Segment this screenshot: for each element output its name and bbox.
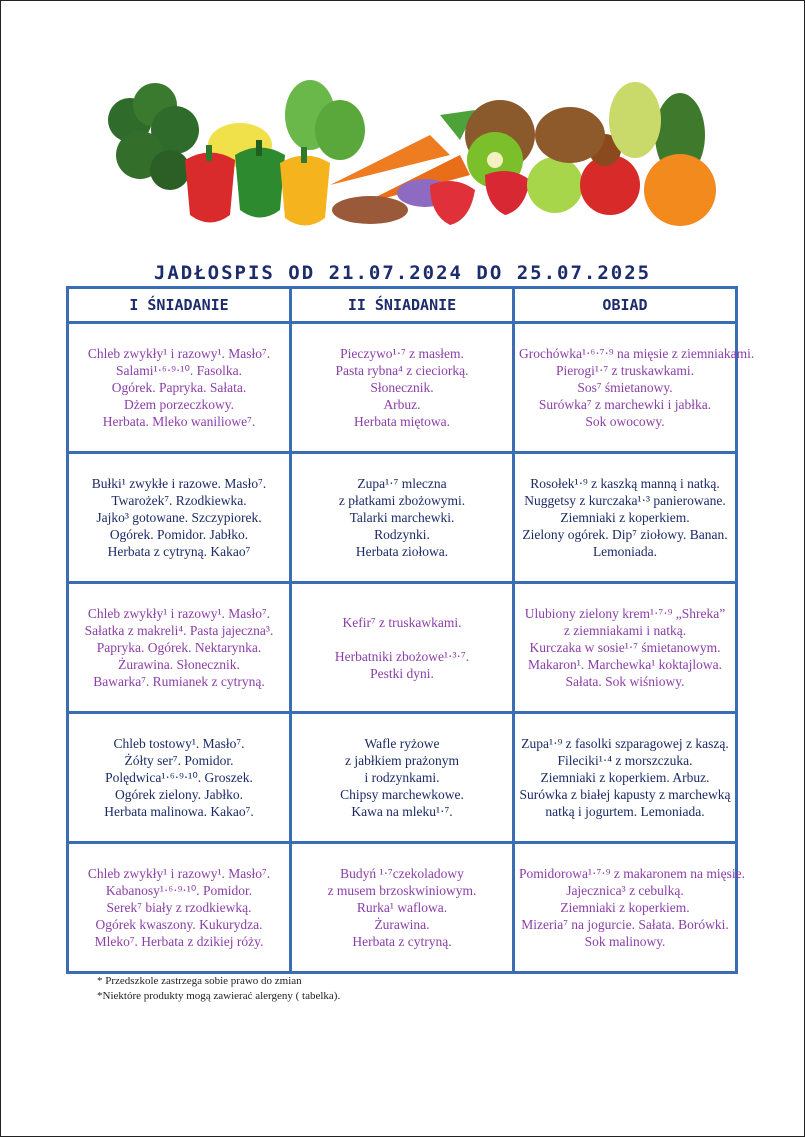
menu-line: Surówka⁷ z marchewki i jabłka. — [538, 397, 712, 412]
menu-line: Żurawina. — [374, 917, 430, 932]
menu-line: Serek⁷ biały z rzodkiewką. — [106, 900, 252, 915]
menu-line: Salami¹·⁶·⁹·¹⁰. Fasolka. — [115, 363, 243, 378]
menu-line: Herbata malinowa. Kakao⁷. — [104, 804, 254, 819]
menu-cell — [514, 583, 737, 713]
menu-cell — [514, 843, 746, 973]
menu-line: Lemoniada. — [592, 544, 658, 559]
menu-line: Pomidorowa¹·⁷·⁹ z makaronem na mięsie. — [519, 866, 746, 881]
menu-line: Słonecznik. — [370, 380, 434, 395]
menu-line: Herbata. Mleko waniliowe⁷. — [102, 414, 256, 429]
table-row — [68, 843, 737, 973]
menu-line: Herbata z cytryną. — [352, 934, 452, 949]
red-pepper-icon — [185, 145, 235, 223]
header-row — [68, 288, 737, 323]
menu-line: Wafle ryżowe — [364, 736, 440, 751]
menu-cell — [291, 323, 514, 453]
page-title: JADŁOSPIS OD 21.07.2024 DO 25.07.2025 — [153, 262, 652, 284]
menu-cell — [514, 323, 755, 453]
table-row — [68, 583, 737, 713]
menu-cell — [68, 583, 291, 713]
menu-line: Ulubiony zielony krem¹·⁷·⁹ „Shreka” — [524, 606, 726, 621]
menu-line: z płatkami zbożowymi. — [338, 493, 466, 508]
header-breakfast-1: I ŚNIADANIE — [68, 288, 291, 323]
menu-line: z jabłkiem prażonym — [345, 753, 459, 768]
menu-line: Papryka. Ogórek. Nektarynka. — [96, 640, 262, 655]
menu-line: z musem brzoskwiniowym. — [327, 883, 477, 898]
menu-line: Arbuz. — [383, 397, 421, 412]
menu-line: Chipsy marchewkowe. — [340, 787, 464, 802]
menu-line: Chleb zwykły¹ i razowy¹. Masło⁷. — [87, 346, 271, 361]
menu-line: Ogórek zielony. Jabłko. — [114, 787, 244, 802]
menu-line: Surówka z białej kapusty z marchewką — [519, 787, 731, 802]
menu-cell — [514, 713, 737, 843]
menu-line: Sałatka z makreli⁴. Pasta jajeczna³. — [84, 623, 274, 638]
menu-line: i rodzynkami. — [364, 770, 440, 785]
menu-line: Pestki dyni. — [370, 665, 434, 681]
menu-line: Kurczaka w sosie¹·⁷ śmietanowym. — [529, 640, 721, 655]
menu-line: z ziemniakami i natką. — [563, 623, 687, 638]
menu-line: Herbata ziołowa. — [355, 544, 449, 559]
yellow-pepper-icon — [280, 147, 330, 226]
sweet-potato-icon — [332, 196, 408, 224]
menu-line: Żółty ser⁷. Pomidor. — [124, 753, 234, 768]
menu-line: Ogórek kwaszony. Kukurydza. — [95, 917, 263, 932]
menu-line: Herbatniki zbożowe¹·³·⁷. — [334, 648, 470, 664]
menu-line: Ziemniaki z koperkiem. Arbuz. — [540, 770, 710, 785]
menu-line: Pieczywo¹·⁷ z masłem. — [340, 346, 464, 361]
menu-line: Rurka¹ waflowa. — [356, 900, 448, 915]
table-row — [68, 453, 737, 583]
footnote-changes: * Przedszkole zastrzega sobie prawo do zmian — [97, 975, 302, 987]
spinach-icon — [285, 80, 365, 160]
menu-line: Zupa¹·⁷ mleczna — [357, 476, 447, 491]
menu-line: Żurawina. Słonecznik. — [118, 657, 240, 672]
menu-cell — [291, 843, 514, 973]
footnote-allergens: *Niektóre produkty mogą zawierać alergeny ( tabelka). — [97, 990, 341, 1002]
menu-line: Jajko³ gotowane. Szczypiorek. — [96, 510, 262, 525]
menu-line: Twarożek⁷. Rzodkiewka. — [111, 493, 247, 508]
menu-line: Kabanosy¹·⁶·⁹·¹⁰. Pomidor. — [105, 883, 253, 898]
menu-line: Nuggetsy z kurczaka¹·³ panierowane. — [524, 493, 726, 508]
menu-line: Dżem porzeczkowy. — [123, 397, 235, 412]
menu-line: Chleb zwykły¹ i razowy¹. Masło⁷. — [87, 866, 271, 881]
menu-line: Rodzynki. — [374, 527, 430, 542]
menu-cell — [291, 453, 514, 583]
menu-cell — [291, 583, 514, 713]
menu-line: Herbata z cytryną. Kakao⁷ — [107, 544, 251, 559]
green-pepper-icon — [235, 140, 285, 218]
menu-line: Ziemniaki z koperkiem. — [560, 900, 690, 915]
menu-table — [66, 286, 755, 974]
menu-line: Talarki marchewki. — [349, 510, 455, 525]
menu-line: Mleko⁷. Herbata z dzikiej róży. — [94, 934, 264, 949]
orange-icon — [644, 154, 716, 226]
menu-line: Kefir⁷ z truskawkami. — [342, 614, 462, 630]
menu-cell — [514, 453, 737, 583]
menu-line: Ogórek. Pomidor. Jabłko. — [109, 527, 249, 542]
menu-line: Kawa na mleku¹·⁷. — [351, 804, 453, 819]
menu-line: Pierogi¹·⁷ z truskawkami. — [555, 363, 695, 378]
table-row — [68, 323, 737, 453]
menu-line: Sok owocowy. — [585, 414, 665, 429]
footnotes — [97, 974, 340, 1004]
menu-line: Chleb zwykły¹ i razowy¹. Masło⁷. — [87, 606, 271, 621]
menu-line: Mizeria⁷ na jogurcie. Sałata. Borówki. — [521, 917, 729, 932]
menu-cell — [68, 713, 291, 843]
menu-line: Zupa¹·⁹ z fasolki szparagowej z kaszą. — [521, 736, 729, 751]
menu-line: Jajecznica³ z cebulką. — [566, 883, 684, 898]
menu-line: Sałata. Sok wiśniowy. — [565, 674, 685, 689]
menu-line: Grochówka¹·⁶·⁷·⁹ na mięsie z ziemniakami. — [519, 346, 755, 361]
menu-line: Ziemniaki z koperkiem. — [560, 510, 690, 525]
menu-line: Rosołek¹·⁹ z kaszką manną i natką. — [530, 476, 720, 491]
menu-line: Pasta rybna⁴ z cieciorką. — [335, 363, 469, 378]
menu-line: natką i jogurtem. Lemoniada. — [545, 804, 705, 819]
menu-cell — [68, 453, 291, 583]
menu-line: Chleb tostowy¹. Masło⁷. — [113, 736, 245, 751]
broccoli-icon — [108, 83, 199, 190]
menu-line: Polędwica¹·⁶·⁹·¹⁰. Groszek. — [105, 770, 253, 785]
header-breakfast-2: II ŚNIADANIE — [291, 288, 514, 323]
menu-line: Fileciki¹·⁴ z morszczuka. — [557, 753, 693, 768]
menu-line: Makaron¹. Marchewka¹ koktajlowa. — [527, 657, 723, 672]
menu-body — [68, 323, 755, 973]
menu-line: Ogórek. Papryka. Sałata. — [111, 380, 247, 395]
vegetables-banner-icon — [100, 75, 725, 235]
menu-line: Herbata miętowa. — [354, 414, 450, 429]
menu-line: Zielony ogórek. Dip⁷ ziołowy. Banan. — [522, 527, 728, 542]
green-apple-icon — [527, 157, 583, 213]
table-row — [68, 713, 737, 843]
menu-line: Budyń ¹·⁷czekoladowy — [340, 866, 464, 881]
menu-line — [296, 631, 508, 648]
menu-cell — [68, 843, 291, 973]
menu-cell — [291, 713, 514, 843]
menu-line: Bawarka⁷. Rumianek z cytryną. — [93, 674, 265, 689]
header-lunch: OBIAD — [514, 288, 737, 323]
menu-line: Sos⁷ śmietanowy. — [577, 380, 673, 395]
menu-line: Sok malinowy. — [584, 934, 666, 949]
menu-cell — [68, 323, 291, 453]
menu-line: Bułki¹ zwykłe i razowe. Masło⁷. — [91, 476, 267, 491]
